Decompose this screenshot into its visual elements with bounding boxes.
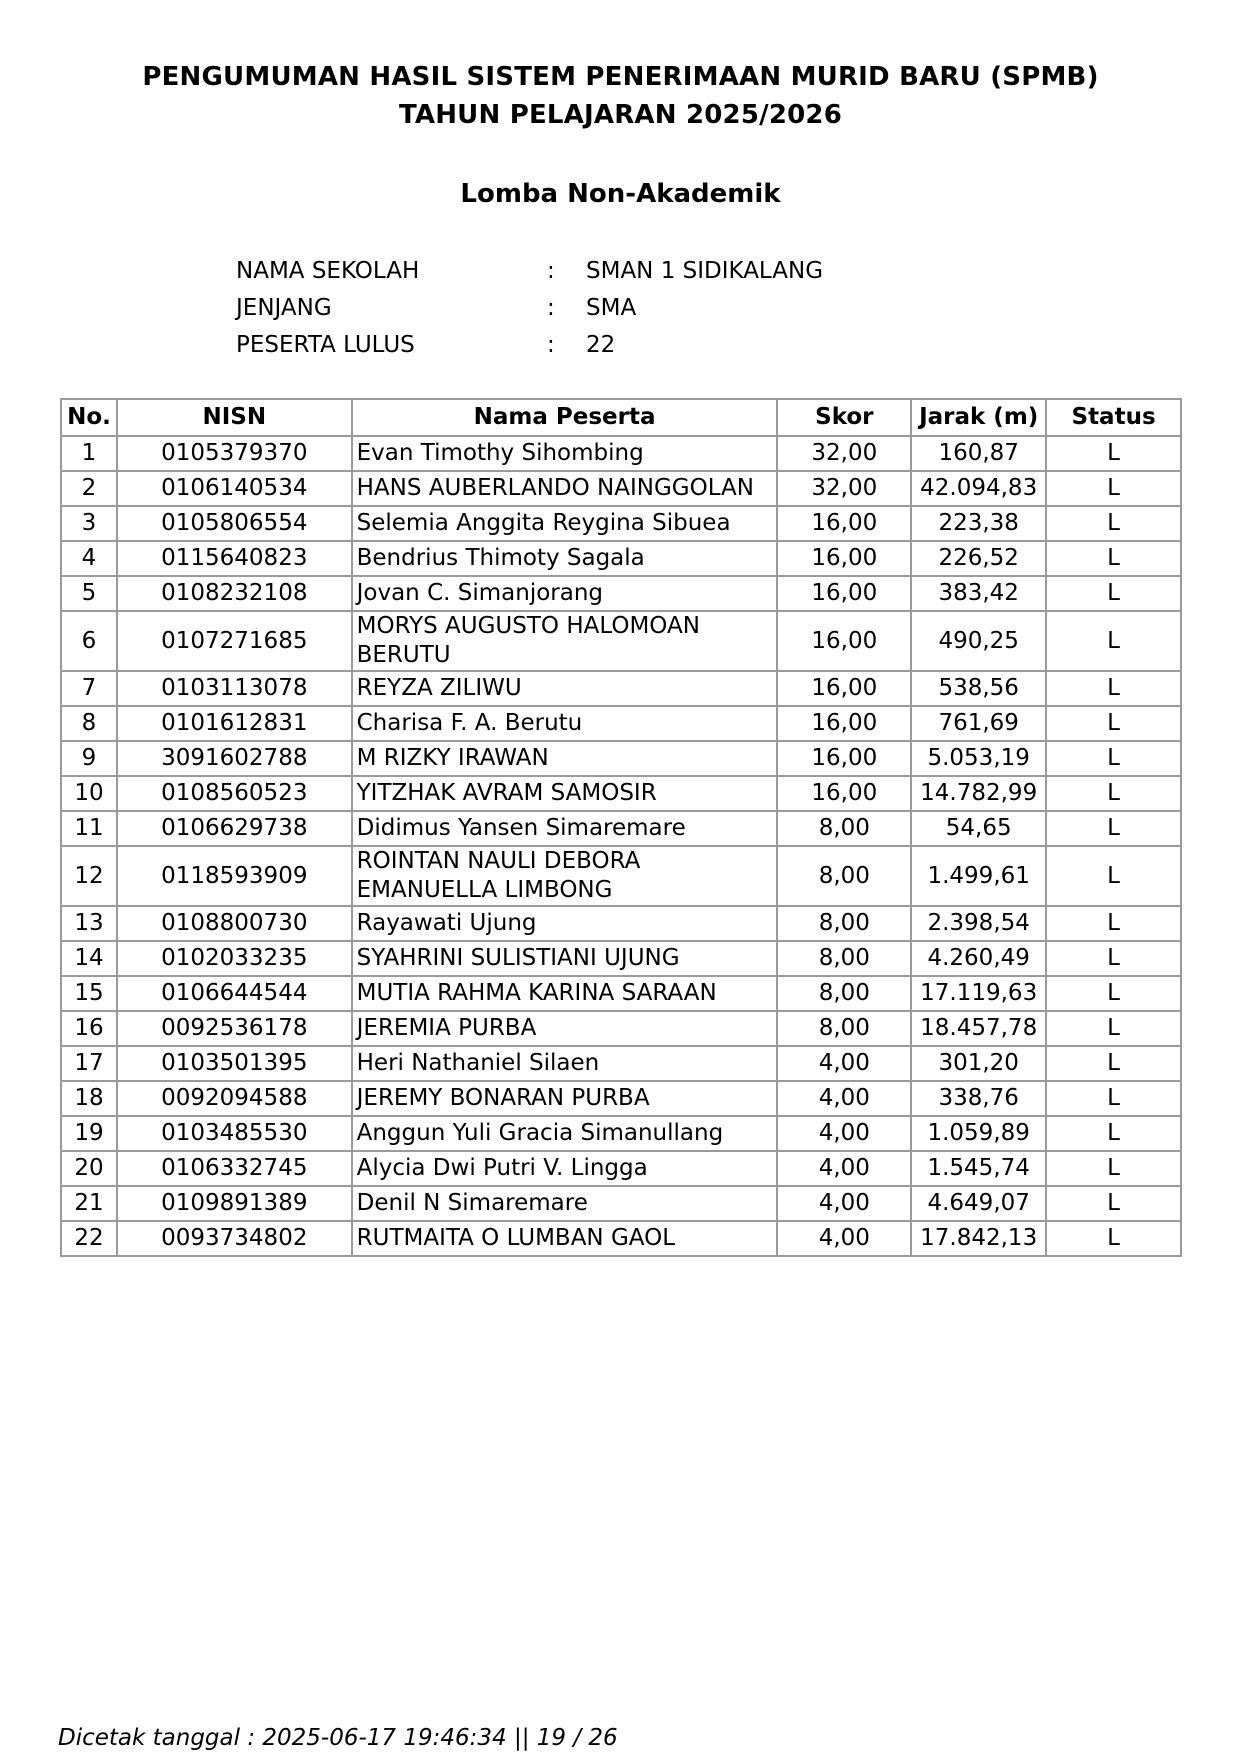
cell-skor: 16,00	[777, 541, 911, 576]
cell-nisn: 0105379370	[117, 436, 352, 471]
cell-status: L	[1046, 1186, 1181, 1221]
cell-nama: HANS AUBERLANDO NAINGGOLAN	[352, 471, 778, 506]
cell-nisn: 0093734802	[117, 1221, 352, 1256]
cell-nama: Rayawati Ujung	[352, 906, 778, 941]
cell-no: 11	[61, 811, 117, 846]
cell-jarak: 17.119,63	[911, 976, 1046, 1011]
table-row	[61, 906, 1181, 941]
cell-nama: JEREMIA PURBA	[352, 1011, 778, 1046]
cell-skor: 8,00	[777, 906, 911, 941]
cell-nama: SYAHRINI SULISTIANI UJUNG	[352, 941, 778, 976]
table-row	[61, 846, 1181, 906]
cell-status: L	[1046, 611, 1181, 671]
table-row	[61, 1186, 1181, 1221]
cell-nama: JEREMY BONARAN PURBA	[352, 1081, 778, 1116]
cell-nisn: 0107271685	[117, 611, 352, 671]
cell-no: 20	[61, 1151, 117, 1186]
category-subtitle: Lomba Non-Akademik	[460, 179, 781, 209]
cell-nama: Charisa F. A. Berutu	[352, 706, 778, 741]
table-body	[61, 436, 1181, 1256]
cell-jarak: 538,56	[911, 671, 1046, 706]
results-table	[60, 398, 1182, 1257]
cell-jarak: 223,38	[911, 506, 1046, 541]
cell-jarak: 226,52	[911, 541, 1046, 576]
cell-status: L	[1046, 671, 1181, 706]
cell-no: 5	[61, 576, 117, 611]
cell-jarak: 761,69	[911, 706, 1046, 741]
column-header-jarak: Jarak (m)	[911, 399, 1046, 436]
cell-nisn: 3091602788	[117, 741, 352, 776]
cell-no: 7	[61, 671, 117, 706]
cell-nisn: 0108560523	[117, 776, 352, 811]
cell-status: L	[1046, 541, 1181, 576]
table-row	[61, 1046, 1181, 1081]
table-row	[61, 436, 1181, 471]
cell-nama: MUTIA RAHMA KARINA SARAAN	[352, 976, 778, 1011]
table-row	[61, 671, 1181, 706]
cell-status: L	[1046, 706, 1181, 741]
cell-no: 9	[61, 741, 117, 776]
cell-status: L	[1046, 1081, 1181, 1116]
cell-jarak: 17.842,13	[911, 1221, 1046, 1256]
cell-skor: 8,00	[777, 846, 911, 906]
info-label: NAMA SEKOLAH	[236, 258, 420, 284]
cell-no: 19	[61, 1116, 117, 1151]
cell-nisn: 0092536178	[117, 1011, 352, 1046]
cell-no: 1	[61, 436, 117, 471]
cell-no: 6	[61, 611, 117, 671]
cell-jarak: 2.398,54	[911, 906, 1046, 941]
cell-no: 18	[61, 1081, 117, 1116]
cell-status: L	[1046, 1221, 1181, 1256]
cell-nama: Heri Nathaniel Silaen	[352, 1046, 778, 1081]
cell-nisn: 0101612831	[117, 706, 352, 741]
cell-skor: 16,00	[777, 741, 911, 776]
table-row	[61, 506, 1181, 541]
cell-nisn: 0108800730	[117, 906, 352, 941]
cell-nama: ROINTAN NAULI DEBORA EMANUELLA LIMBONG	[352, 846, 778, 906]
cell-nama: Evan Timothy Sihombing	[352, 436, 778, 471]
table-row	[61, 741, 1181, 776]
cell-skor: 16,00	[777, 706, 911, 741]
cell-status: L	[1046, 1116, 1181, 1151]
cell-nama: Anggun Yuli Gracia Simanullang	[352, 1116, 778, 1151]
cell-no: 12	[61, 846, 117, 906]
cell-nama: Didimus Yansen Simaremare	[352, 811, 778, 846]
cell-no: 10	[61, 776, 117, 811]
table-row	[61, 576, 1181, 611]
table-row	[61, 976, 1181, 1011]
cell-status: L	[1046, 976, 1181, 1011]
cell-no: 14	[61, 941, 117, 976]
cell-skor: 16,00	[777, 776, 911, 811]
table-row	[61, 706, 1181, 741]
cell-nama: Bendrius Thimoty Sagala	[352, 541, 778, 576]
cell-status: L	[1046, 776, 1181, 811]
cell-status: L	[1046, 846, 1181, 906]
cell-jarak: 160,87	[911, 436, 1046, 471]
cell-skor: 8,00	[777, 1011, 911, 1046]
cell-jarak: 490,25	[911, 611, 1046, 671]
cell-status: L	[1046, 811, 1181, 846]
print-footer: Dicetak tanggal : 2025-06-17 19:46:34 || 19 / 26	[58, 1725, 618, 1751]
cell-status: L	[1046, 941, 1181, 976]
page-title-year: TAHUN PELAJARAN 2025/2026	[398, 100, 842, 130]
cell-status: L	[1046, 906, 1181, 941]
cell-nisn: 0106332745	[117, 1151, 352, 1186]
table-row	[61, 776, 1181, 811]
cell-jarak: 14.782,99	[911, 776, 1046, 811]
cell-no: 15	[61, 976, 117, 1011]
cell-skor: 4,00	[777, 1151, 911, 1186]
cell-nisn: 0106644544	[117, 976, 352, 1011]
cell-skor: 4,00	[777, 1186, 911, 1221]
cell-no: 4	[61, 541, 117, 576]
cell-nama: REYZA ZILIWU	[352, 671, 778, 706]
cell-nisn: 0103485530	[117, 1116, 352, 1151]
cell-no: 2	[61, 471, 117, 506]
cell-status: L	[1046, 506, 1181, 541]
column-header-nisn: NISN	[117, 399, 352, 436]
cell-nisn: 0106629738	[117, 811, 352, 846]
info-label: JENJANG	[236, 295, 332, 321]
cell-skor: 16,00	[777, 506, 911, 541]
cell-skor: 8,00	[777, 976, 911, 1011]
cell-skor: 16,00	[777, 611, 911, 671]
cell-status: L	[1046, 1046, 1181, 1081]
cell-jarak: 1.059,89	[911, 1116, 1046, 1151]
cell-no: 8	[61, 706, 117, 741]
table-row	[61, 541, 1181, 576]
page-title: PENGUMUMAN HASIL SISTEM PENERIMAAN MURID BARU (SPMB)	[142, 62, 1099, 92]
cell-jarak: 4.260,49	[911, 941, 1046, 976]
cell-nama: RUTMAITA O LUMBAN GAOL	[352, 1221, 778, 1256]
info-label: PESERTA LULUS	[236, 332, 415, 358]
table-row	[61, 1116, 1181, 1151]
cell-jarak: 338,76	[911, 1081, 1046, 1116]
cell-skor: 32,00	[777, 436, 911, 471]
table-row	[61, 471, 1181, 506]
cell-skor: 32,00	[777, 471, 911, 506]
cell-jarak: 301,20	[911, 1046, 1046, 1081]
cell-skor: 4,00	[777, 1046, 911, 1081]
cell-nama: Jovan C. Simanjorang	[352, 576, 778, 611]
cell-jarak: 383,42	[911, 576, 1046, 611]
info-separator: :	[547, 258, 555, 284]
cell-nama: Selemia Anggita Reygina Sibuea	[352, 506, 778, 541]
cell-jarak: 1.545,74	[911, 1151, 1046, 1186]
cell-status: L	[1046, 471, 1181, 506]
column-header-no: No.	[61, 399, 117, 436]
cell-nama: MORYS AUGUSTO HALOMOAN BERUTU	[352, 611, 778, 671]
cell-nama: M RIZKY IRAWAN	[352, 741, 778, 776]
cell-nisn: 0103501395	[117, 1046, 352, 1081]
cell-skor: 8,00	[777, 811, 911, 846]
cell-jarak: 1.499,61	[911, 846, 1046, 906]
cell-no: 13	[61, 906, 117, 941]
cell-nisn: 0105806554	[117, 506, 352, 541]
cell-nisn: 0103113078	[117, 671, 352, 706]
cell-nama: Denil N Simaremare	[352, 1186, 778, 1221]
cell-status: L	[1046, 1151, 1181, 1186]
table-row	[61, 611, 1181, 671]
cell-nisn: 0102033235	[117, 941, 352, 976]
table-row	[61, 1221, 1181, 1256]
table-row	[61, 1011, 1181, 1046]
cell-status: L	[1046, 576, 1181, 611]
cell-status: L	[1046, 436, 1181, 471]
table-row	[61, 1081, 1181, 1116]
table-header-row	[61, 399, 1181, 436]
cell-no: 3	[61, 506, 117, 541]
table-row	[61, 941, 1181, 976]
cell-jarak: 42.094,83	[911, 471, 1046, 506]
cell-jarak: 5.053,19	[911, 741, 1046, 776]
cell-status: L	[1046, 1011, 1181, 1046]
cell-no: 17	[61, 1046, 117, 1081]
cell-nama: YITZHAK AVRAM SAMOSIR	[352, 776, 778, 811]
cell-nisn: 0115640823	[117, 541, 352, 576]
table-row	[61, 1151, 1181, 1186]
column-header-skor: Skor	[777, 399, 911, 436]
cell-no: 21	[61, 1186, 117, 1221]
info-value: 22	[586, 332, 616, 358]
column-header-nama: Nama Peserta	[352, 399, 778, 436]
cell-jarak: 18.457,78	[911, 1011, 1046, 1046]
cell-skor: 4,00	[777, 1221, 911, 1256]
column-header-status: Status	[1046, 399, 1181, 436]
cell-no: 16	[61, 1011, 117, 1046]
cell-jarak: 4.649,07	[911, 1186, 1046, 1221]
cell-no: 22	[61, 1221, 117, 1256]
cell-nisn: 0108232108	[117, 576, 352, 611]
cell-nisn: 0092094588	[117, 1081, 352, 1116]
cell-skor: 16,00	[777, 576, 911, 611]
cell-status: L	[1046, 741, 1181, 776]
info-separator: :	[547, 295, 555, 321]
cell-nisn: 0109891389	[117, 1186, 352, 1221]
info-separator: :	[547, 332, 555, 358]
cell-skor: 4,00	[777, 1116, 911, 1151]
cell-nama: Alycia Dwi Putri V. Lingga	[352, 1151, 778, 1186]
cell-skor: 8,00	[777, 941, 911, 976]
info-value: SMAN 1 SIDIKALANG	[586, 258, 824, 284]
info-value: SMA	[586, 295, 637, 321]
cell-nisn: 0118593909	[117, 846, 352, 906]
cell-jarak: 54,65	[911, 811, 1046, 846]
table-row	[61, 811, 1181, 846]
cell-skor: 16,00	[777, 671, 911, 706]
cell-nisn: 0106140534	[117, 471, 352, 506]
cell-skor: 4,00	[777, 1081, 911, 1116]
